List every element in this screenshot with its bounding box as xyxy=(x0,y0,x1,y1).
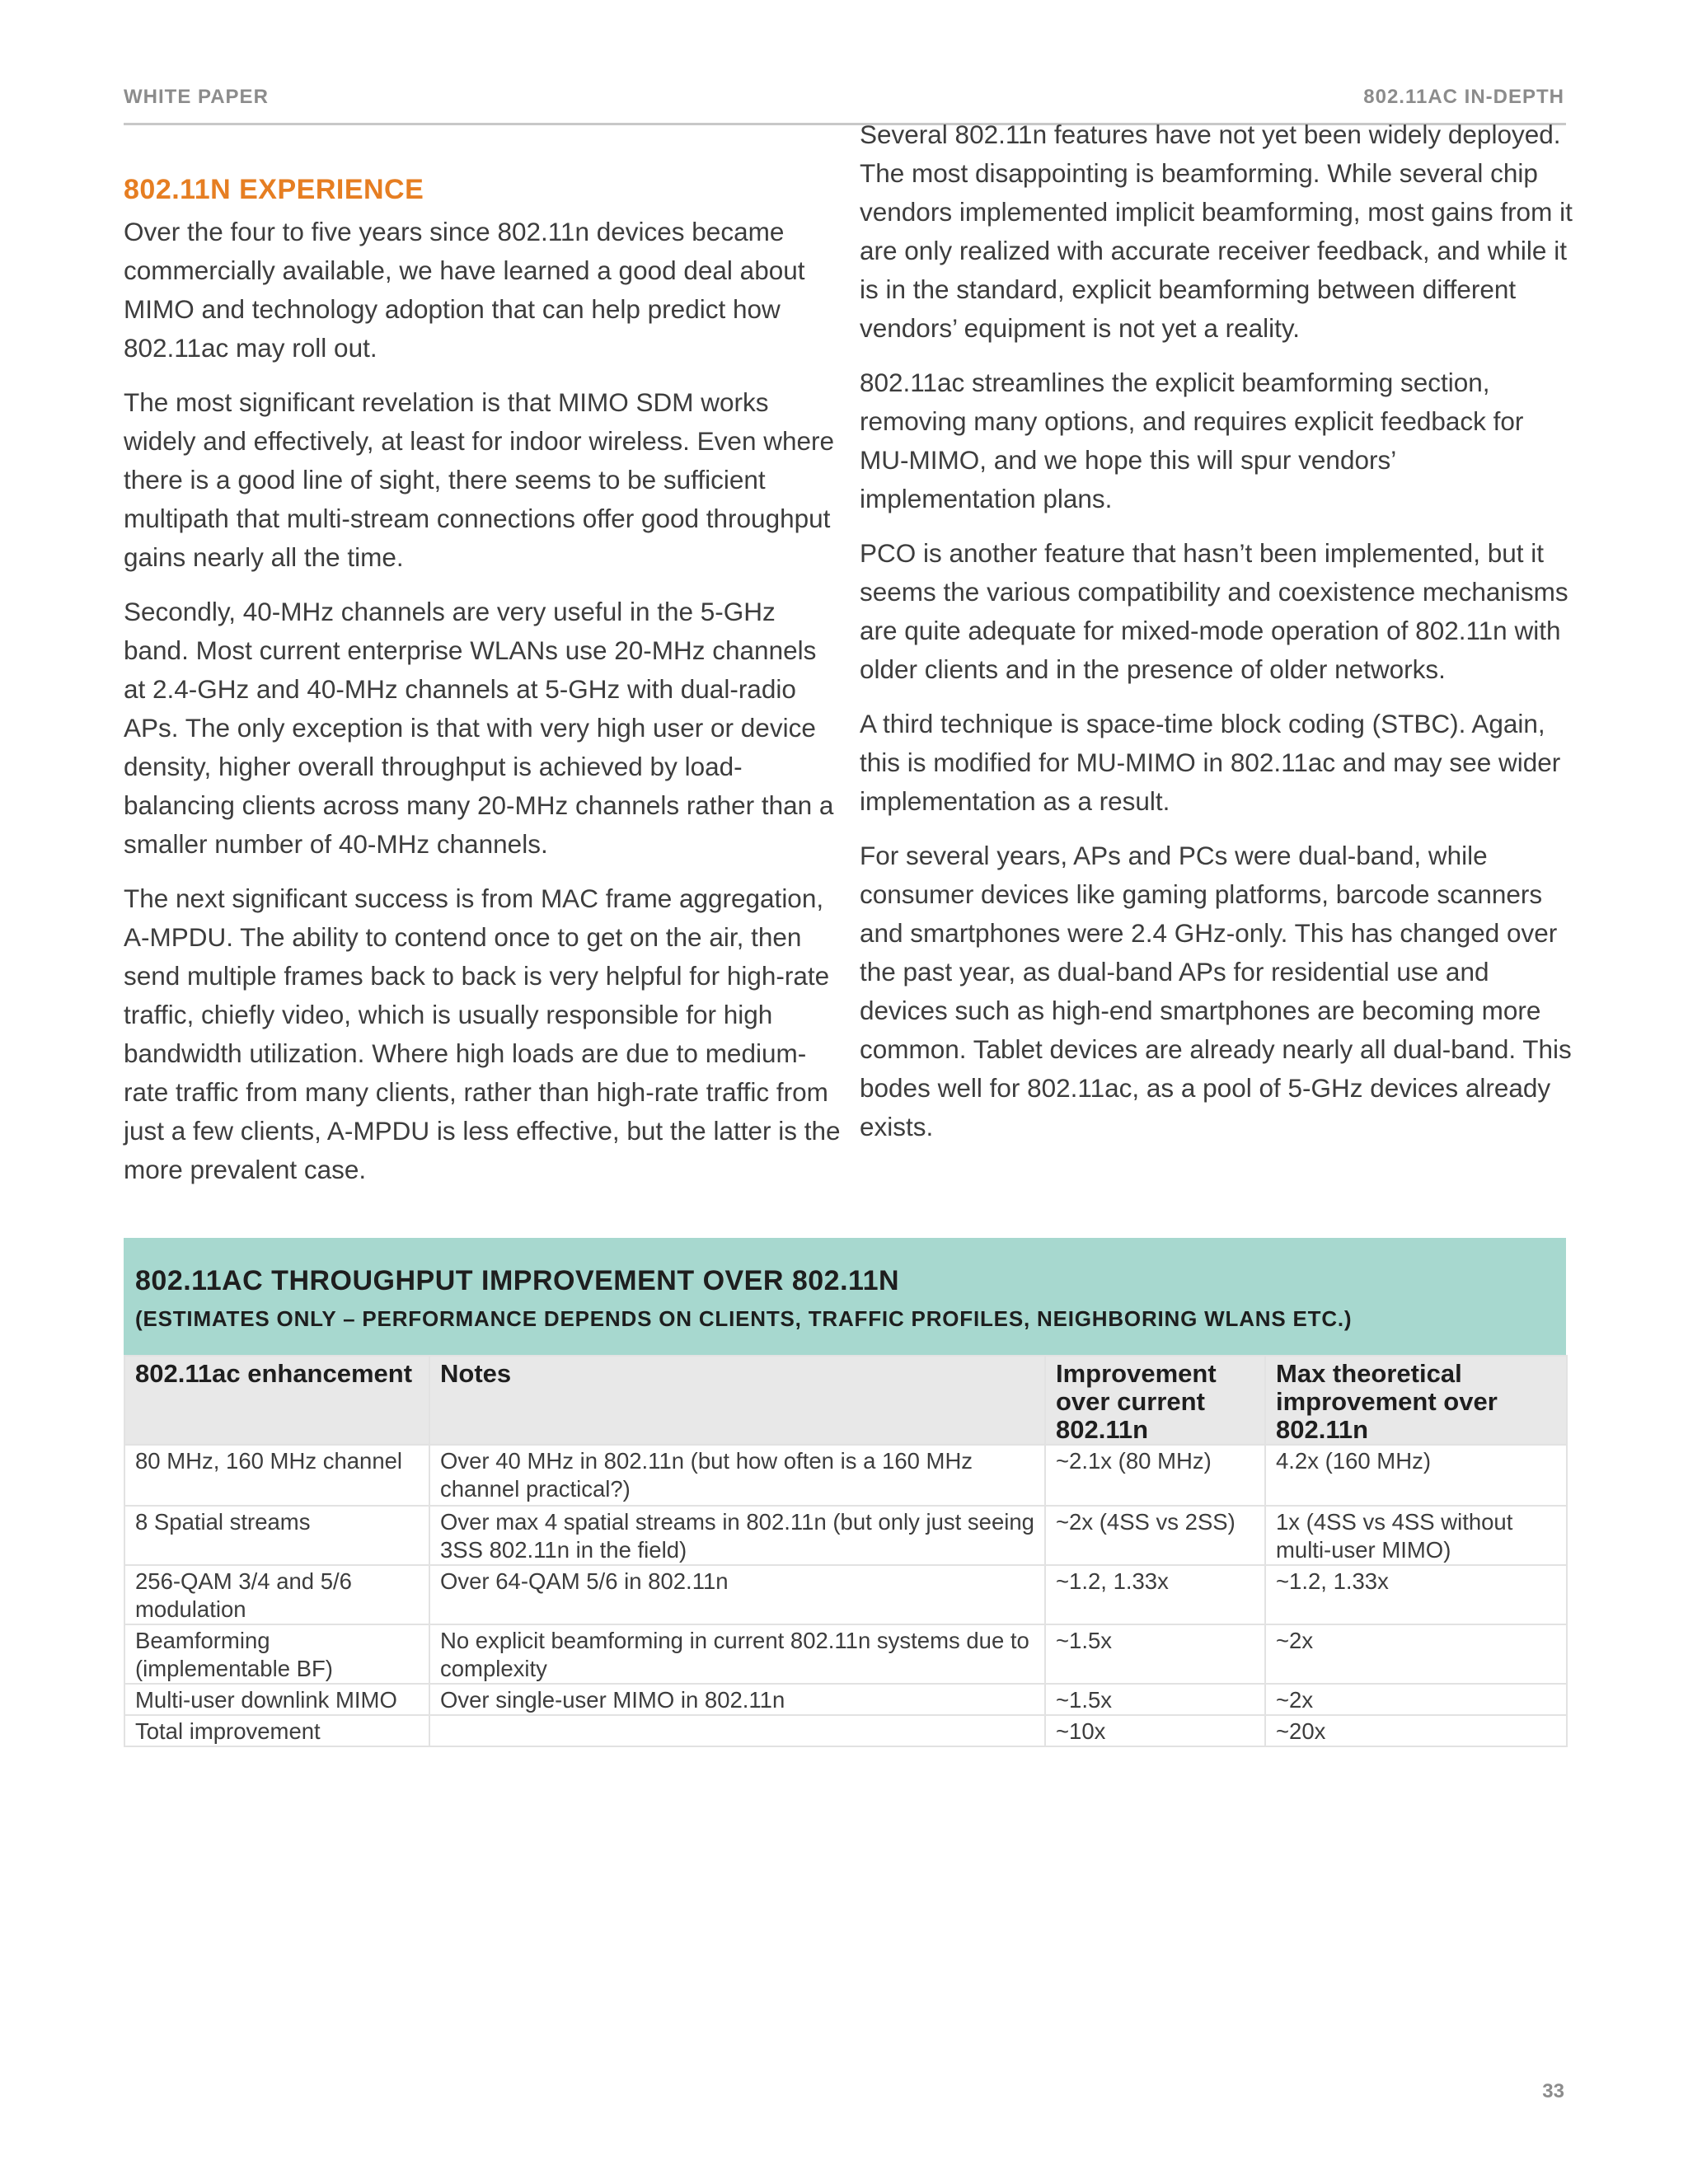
table-cell: Total improvement xyxy=(124,1715,429,1746)
table-title: 802.11AC THROUGHPUT IMPROVEMENT OVER 802.11N xyxy=(135,1265,900,1296)
table-row xyxy=(124,1445,1567,1506)
table-cell: Over max 4 spatial streams in 802.11n (but only just seeing 3SS 802.11n in the field) xyxy=(429,1506,1045,1565)
paragraph: For several years, APs and PCs were dual-band, while consumer devices like gaming platforms, barcode scanners and smartphones were 2.4 GHz-only. This has changed over the past year, as dual-band APs for residential use and devices such as high-end smartphones are becoming more common. Tablet devices are already nearly all dual-band. This bodes well for 802.11ac, as a pool of 5-GHz devices already exists. xyxy=(860,841,1572,1141)
page-number: 33 xyxy=(1542,2080,1564,2102)
table-row xyxy=(124,1715,1567,1746)
paragraph: The most significant revelation is that MIMO SDM works widely and effectively, at least for indoor wireless. Even where there is a good line of sight, there seems to be sufficient multipath that multi-stream connections offer good throughput gains nearly all the time. xyxy=(124,387,835,572)
table-cell: 8 Spatial streams xyxy=(124,1506,429,1565)
table-cell: ~1.2, 1.33x xyxy=(1045,1565,1265,1624)
throughput-table-section xyxy=(124,1238,1566,1747)
paragraph: Over the four to five years since 802.11n devices became commercially available, we have learned a good deal about MIMO and technology adoption that can help predict how 802.11ac may roll out. xyxy=(124,217,805,363)
table-cell: Multi-user downlink MIMO xyxy=(124,1684,429,1715)
table-cell: 80 MHz, 160 MHz channel xyxy=(124,1445,429,1506)
header-label-left: WHITE PAPER xyxy=(124,86,269,108)
table-cell: ~1.5x xyxy=(1045,1624,1265,1684)
table-title-band xyxy=(124,1238,1566,1355)
table-cell: 256-QAM 3/4 and 5/6 modulation xyxy=(124,1565,429,1624)
table-row xyxy=(124,1624,1567,1684)
table-row xyxy=(124,1684,1567,1715)
header-label-right: 802.11AC IN-DEPTH xyxy=(1363,86,1564,108)
table-cell: ~20x xyxy=(1265,1715,1567,1746)
table-header-row xyxy=(124,1356,1567,1445)
table-row xyxy=(124,1506,1567,1565)
column-header: Improvement over current 802.11n xyxy=(1045,1356,1265,1445)
paragraph: Several 802.11n features have not yet been widely deployed. The most disappointing is beamforming. While several chip vendors implemented implicit beamforming, most gains from it are only realized with accurate receiver feedback, and while it is in the standard, explicit beamforming between different vendors’ equipment is not yet a reality. xyxy=(860,120,1573,343)
table-cell: Over 64-QAM 5/6 in 802.11n xyxy=(429,1565,1045,1624)
right-column xyxy=(860,115,1577,1162)
table-cell: Beamforming (implementable BF) xyxy=(124,1624,429,1684)
table-subtitle: (ESTIMATES ONLY – PERFORMANCE DEPENDS ON CLIENTS, TRAFFIC PROFILES, NEIGHBORING WLANS ETC.) xyxy=(135,1306,1353,1331)
paragraph: PCO is another feature that hasn’t been implemented, but it seems the various compatibility and coexistence mechanisms are quite adequate for mixed-mode operation of 802.11n with older clients and in the presence of older networks. xyxy=(860,538,1568,684)
table-cell: 1x (4SS vs 4SS without multi-user MIMO) xyxy=(1265,1506,1567,1565)
table-cell xyxy=(429,1715,1045,1746)
paragraph: Secondly, 40-MHz channels are very useful in the 5-GHz band. Most current enterprise WLANs use 20-MHz channels at 2.4-GHz and 40-MHz channels at 5-GHz with dual-radio APs. The only exception is that with very high user or device density, higher overall throughput is achieved by load-balancing clients across many 20-MHz channels rather than a smaller number of 40-MHz channels. xyxy=(124,597,834,859)
table-cell: ~1.5x xyxy=(1045,1684,1265,1715)
table-cell: No explicit beamforming in current 802.11n systems due to complexity xyxy=(429,1624,1045,1684)
table-cell: ~10x xyxy=(1045,1715,1265,1746)
section-heading: 802.11N EXPERIENCE xyxy=(124,174,424,205)
table-row xyxy=(124,1565,1567,1624)
paragraph: The next significant success is from MAC frame aggregation, A-MPDU. The ability to contend once to get on the air, then send multiple frames back to back is very helpful for high-rate traffic, chiefly video, which is usually responsible for high bandwidth utilization. Where high loads are due to medium-rate traffic from many clients, rather than high-rate traffic from just a few clients, A-MPDU is less effective, but the latter is the more prevalent case. xyxy=(124,883,841,1184)
left-column xyxy=(124,166,841,1205)
table-cell: ~2.1x (80 MHz) xyxy=(1045,1445,1265,1506)
table-cell: ~2x (4SS vs 2SS) xyxy=(1045,1506,1265,1565)
table-cell: Over single-user MIMO in 802.11n xyxy=(429,1684,1045,1715)
table-cell: 4.2x (160 MHz) xyxy=(1265,1445,1567,1506)
table-cell: ~2x xyxy=(1265,1624,1567,1684)
column-header: Max theoretical improvement over 802.11n xyxy=(1265,1356,1567,1445)
column-header: Notes xyxy=(429,1356,1045,1445)
throughput-table xyxy=(124,1355,1568,1747)
paragraph: A third technique is space-time block coding (STBC). Again, this is modified for MU-MIMO in 802.11ac and may see wider implementation as a result. xyxy=(860,709,1561,816)
table-cell: ~2x xyxy=(1265,1684,1567,1715)
paragraph: 802.11ac streamlines the explicit beamforming section, removing many options, and requires explicit feedback for MU-MIMO, and we hope this will spur vendors’ implementation plans. xyxy=(860,368,1524,513)
column-header: 802.11ac enhancement xyxy=(124,1356,429,1445)
table-cell: Over 40 MHz in 802.11n (but how often is a 160 MHz channel practical?) xyxy=(429,1445,1045,1506)
table-cell: ~1.2, 1.33x xyxy=(1265,1565,1567,1624)
